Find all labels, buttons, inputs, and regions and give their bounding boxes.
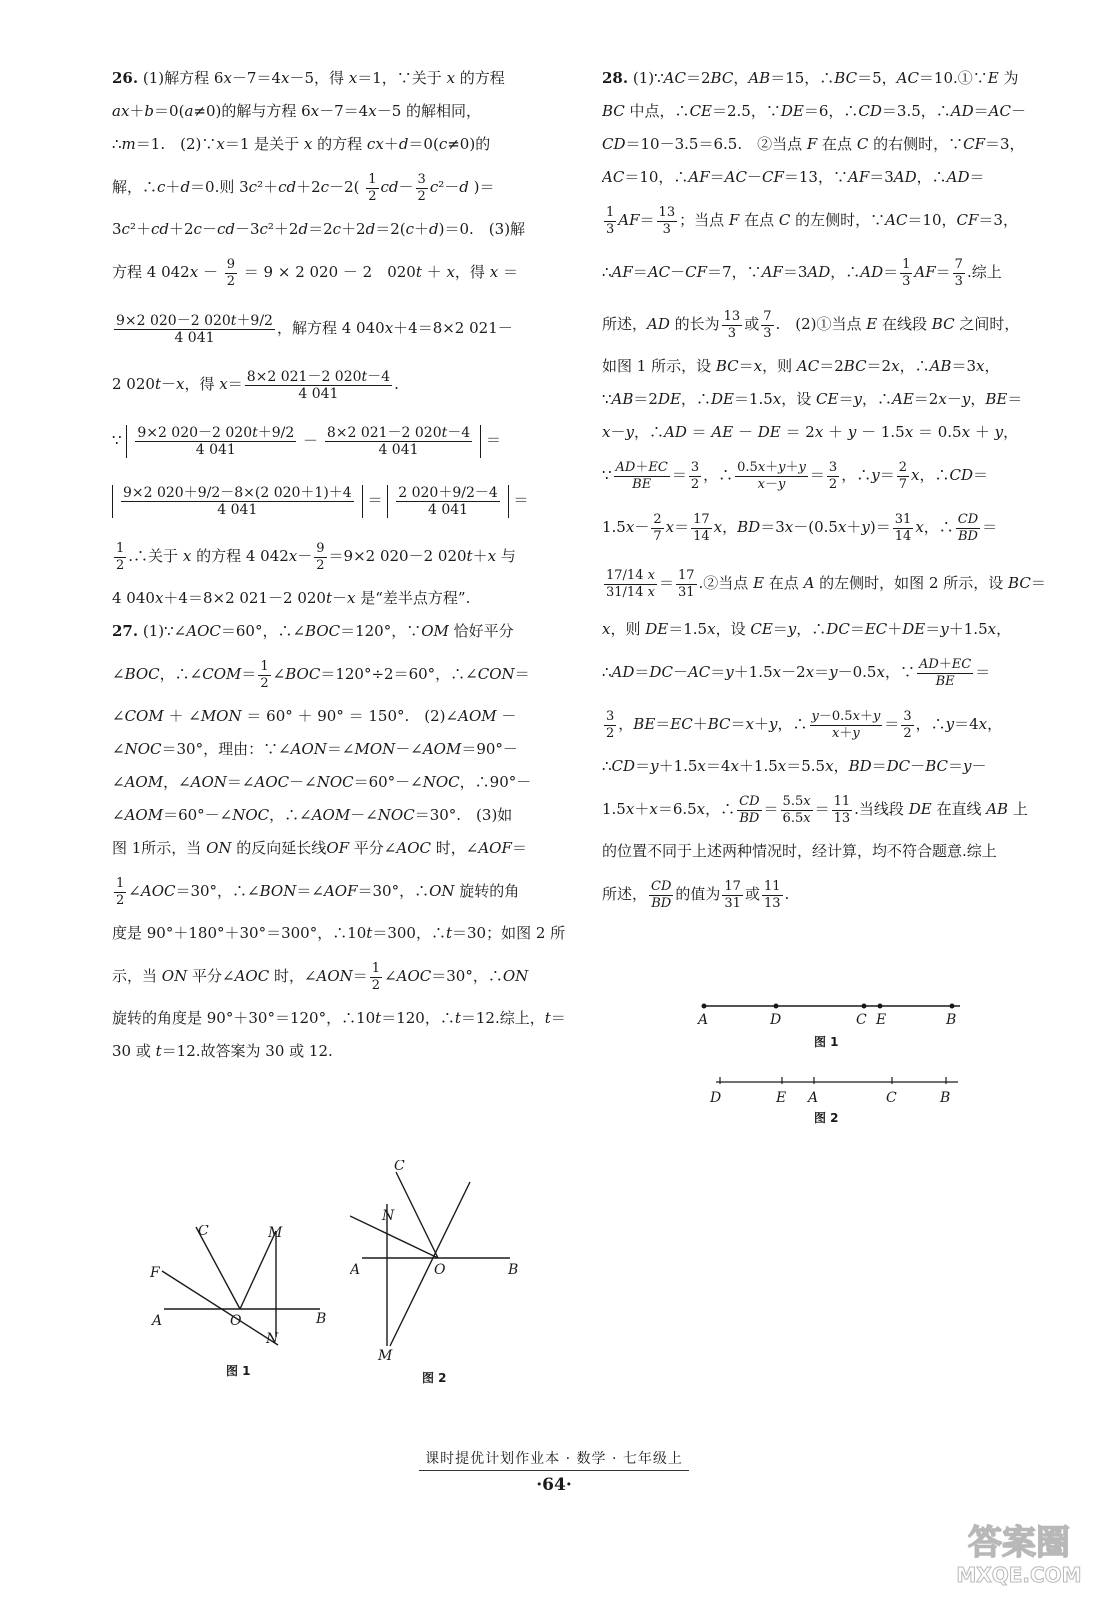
text-line: $\frac{3}{2}$ ，BE＝EC＋BC＝x＋y，∴ $\frac{y-0.5x+y}{x+y}$ ＝ $\frac{3}{2}$ ，∴y＝4x，	[606, 708, 1003, 741]
book-title: 课时提优计划作业本 · 数学 · 七年级上	[419, 1448, 689, 1471]
text-line: 的位置不同于上述两种情况时，经计算，均不符合题意.综上	[602, 842, 997, 860]
fig-label-C: C	[394, 1160, 405, 1174]
text-line: 26. (1)解方程 6x－7＝4x－5，得 x＝1，∵关于 x 的方程	[112, 69, 505, 87]
text-line: ∵ $\frac{9\times 2 020-2 020t+9/2}{4 041}$ － $\frac{8\times 2 021-2 020t-4}{4 041}$ ＝	[112, 424, 501, 458]
text-line: $\frac{1}{3}$ AF＝ $\frac{13}{3}$ ；当点 F 在点 C 的左侧时，∵AC＝10，CF＝3，	[606, 204, 1018, 237]
text-line: $\frac{9\times 2 020-2 020t+9/2}{4 041}$ ，解方程 4 040x＋4＝8×2 021－	[116, 312, 513, 346]
fig-label-B: B	[940, 1090, 951, 1106]
fig-label-O: O	[230, 1313, 242, 1329]
text-line: 解，∴c＋d＝0.则 3c²＋cd＋2c－2( $\frac{1}{2}$ cd－ $\frac{3}{2}$ c²－d )＝	[112, 171, 495, 204]
text-line: ∴AD＝DC－AC＝y＋1.5x－2x＝y－0.5x，∵ $\frac{AD+EC}{BE}$ ＝	[602, 656, 991, 689]
page-number: ·64·	[536, 1475, 572, 1495]
text-line: 1.5x－ $\frac{2}{7}$ x＝ $\frac{17}{14}$ x，BD＝3x－(0.5x＋y)＝ $\frac{31}{14}$ x，∴ $\frac{CD}{BD}$ ＝	[602, 511, 998, 544]
text-line: x－y，∴AD ＝ AE － DE ＝ 2x ＋ y － 1.5x ＝ 0.5x ＋ y，	[602, 423, 1019, 441]
fig-label-A: A	[698, 1012, 709, 1028]
fig-label-C: C	[198, 1225, 209, 1239]
text-line: ax＋b＝0(a≠0)的解与方程 6x－7＝4x－5 的解相同，	[112, 102, 482, 120]
text-line: $\frac{1}{2}$ .∴关于 x 的方程 4 042x－ $\frac{9}{2}$ ＝9×2 020－2 020t＋x 与	[116, 540, 516, 573]
fig-label-M: M	[268, 1225, 283, 1241]
text-line: 30 或 t＝12.故答案为 30 或 12.	[112, 1042, 333, 1060]
fig-caption: 图 2	[814, 1111, 839, 1125]
text-line: $\frac{9\times 2 020+9/2-8\times(2 020+1)+4}{4 041}$ ＝ $\frac{2 020+9/2-4}{4 041}$ ＝	[112, 470, 582, 530]
text-line: 度是 90°＋180°＋30°＝300°，∴10t＝300，∴t＝30；如图 2 所	[112, 924, 566, 942]
text-line: 1.5x＋x＝6.5x，∴ $\frac{CD}{BD}$ ＝ $\frac{5.5x}{6.5x}$ ＝ $\frac{11}{13}$ .当线段 DE 在直线 AB 上	[602, 793, 1028, 826]
fig-label-B: B	[316, 1311, 327, 1327]
text-line: BC 中点，∴CE＝2.5，∵DE＝6，∴CD＝3.5，∴AD＝AC－	[602, 102, 1026, 120]
left-column	[112, 62, 582, 1068]
fig-caption: 图 2	[422, 1371, 447, 1385]
fig-label-B: B	[508, 1262, 519, 1278]
text-line: ∠AOM，∠AON＝∠AOC－∠NOC＝60°－∠NOC，∴90°－	[112, 773, 532, 791]
text-line: ∵AB＝2DE，∴DE＝1.5x，设 CE＝y，∴AE＝2x－y，BE＝	[602, 390, 1023, 408]
text-line: ∵ $\frac{AD+EC}{BE}$ ＝ $\frac{3}{2}$ ，∴ $\frac{0.5x+y+y}{x-y}$ ＝ $\frac{3}{2}$ ，∴y＝ $\frac{2}{7}$ x，∴CD＝	[602, 459, 989, 492]
text-line: 旋转的角度是 90°＋30°＝120°，∴10t＝120，∴t＝12.综上，t＝	[112, 1009, 566, 1027]
fig-label-O: O	[434, 1262, 446, 1278]
fig-label-C: C	[856, 1012, 867, 1028]
text-line: 示，当 ON 平分∠AOC 时，∠AON＝ $\frac{1}{2}$ ∠AOC＝30°，∴ON	[112, 960, 529, 993]
fig-label-E: E	[876, 1012, 887, 1028]
text-line: $\frac{1}{2}$ ∠AOC＝30°，∴∠BON＝∠AOF＝30°，∴ON 旋转的角	[116, 875, 520, 908]
figure-28-1	[690, 998, 970, 1058]
fig-label-D: D	[710, 1090, 722, 1106]
fig-label-D: D	[770, 1012, 782, 1028]
text-line: CD＝10－3.5＝6.5. ②当点 F 在点 C 的右侧时，∵CF＝3，	[602, 135, 1025, 153]
figure-27-1	[150, 1225, 350, 1385]
fig-label-A: A	[350, 1262, 361, 1278]
text-line: 2 020t－x，得 x＝ $\frac{8\times 2 021-2 020t-4}{4 041}$ .	[112, 368, 399, 402]
fig-caption: 图 1	[226, 1364, 251, 1378]
fig-label-A: A	[808, 1090, 819, 1106]
text-line: 27. (1)∵∠AOC＝60°，∴∠BOC＝120°，∵OM 恰好平分	[112, 622, 514, 640]
svg-text:答案圈: 答案圈	[968, 1523, 1070, 1563]
figure-27-2	[350, 1160, 540, 1385]
text-line: 方程 4 042x － $\frac{9}{2}$ ＝ 9 × 2 020 － 2 020t ＋ x，得 x ＝	[112, 256, 518, 289]
text-line: 3c²＋cd＋2c－cd－3c²＋2d＝2c＋2d＝2(c＋d)＝0. (3)解	[112, 220, 526, 238]
text-line: ∠NOC＝30°，理由：∵∠AON＝∠MON－∠AOM＝90°－	[112, 740, 518, 758]
right-column	[602, 62, 1072, 920]
text-line: ∠COM ＋ ∠MON ＝ 60° ＋ 90° ＝ 150°. (2)∠AOM －	[112, 707, 517, 725]
text-line: 所述， $\frac{CD}{BD}$ 的值为 $\frac{17}{31}$ 或 $\frac{11}{13}$ .	[602, 878, 790, 911]
text-line: ∴m＝1. (2)∵x＝1 是关于 x 的方程 cx＋d＝0(c≠0)的	[112, 135, 491, 153]
text-line: 如图 1 所示，设 BC＝x，则 AC＝2BC＝2x，∴AB＝3x，	[602, 357, 1000, 375]
watermark-logo	[944, 1518, 1094, 1588]
text-line: ∴CD＝y＋1.5x＝4x＋1.5x＝5.5x，BD＝DC－BC＝y－	[602, 757, 987, 775]
text-line: 所述，AD 的长为 $\frac{13}{3}$ 或 $\frac{7}{3}$ . (2)①当点 E 在线段 BC 之间时，	[602, 308, 1020, 341]
text-line: AC＝10，∴AF＝AC－CF＝13，∵AF＝3AD，∴AD＝	[602, 168, 985, 186]
page-footer	[0, 1448, 1108, 1495]
fig-label-E: E	[776, 1090, 787, 1106]
fig-label-N: N	[382, 1208, 395, 1224]
text-line: 28. (1)∵AC＝2BC，AB＝15，∴BC＝5，AC＝10.①∵E 为	[602, 69, 1019, 87]
figure-28-2	[710, 1070, 970, 1130]
fig-caption: 图 1	[814, 1035, 839, 1049]
text-line: ∴AF＝AC－CF＝7，∵AF＝3AD，∴AD＝ $\frac{1}{3}$ AF＝ $\frac{7}{3}$ .综上	[602, 256, 1002, 289]
text-line: $\frac{17/14 x}{31/14 x}$ ＝ $\frac{17}{31}$ .②当点 E 在点 A 的左侧时，如图 2 所示，设 BC＝	[606, 567, 1046, 600]
fig-label-B: B	[946, 1012, 957, 1028]
text-line: x，则 DE＝1.5x，设 CE＝y，∴DC＝EC＋DE＝y＋1.5x，	[602, 620, 1012, 638]
fig-label-M: M	[378, 1348, 393, 1364]
fig-label-A: A	[152, 1313, 163, 1329]
fig-label-C: C	[886, 1090, 897, 1106]
fig-label-F: F	[150, 1265, 160, 1281]
text-line: 图 1所示，当 ON 的反向延长线OF 平分∠AOC 时，∠AOF＝	[112, 839, 527, 857]
fig-label-N: N	[266, 1331, 279, 1347]
text-line: ∠AOM＝60°－∠NOC，∴∠AOM－∠NOC＝30°. (3)如	[112, 806, 513, 824]
text-line: 4 040x＋4＝8×2 021－2 020t－x 是“差半点方程”.	[112, 589, 471, 607]
svg-text:MXQE.COM: MXQE.COM	[956, 1563, 1082, 1587]
text-line: ∠BOC，∴∠COM＝ $\frac{1}{2}$ ∠BOC＝120°÷2＝60°，∴∠CON＝	[112, 658, 530, 691]
